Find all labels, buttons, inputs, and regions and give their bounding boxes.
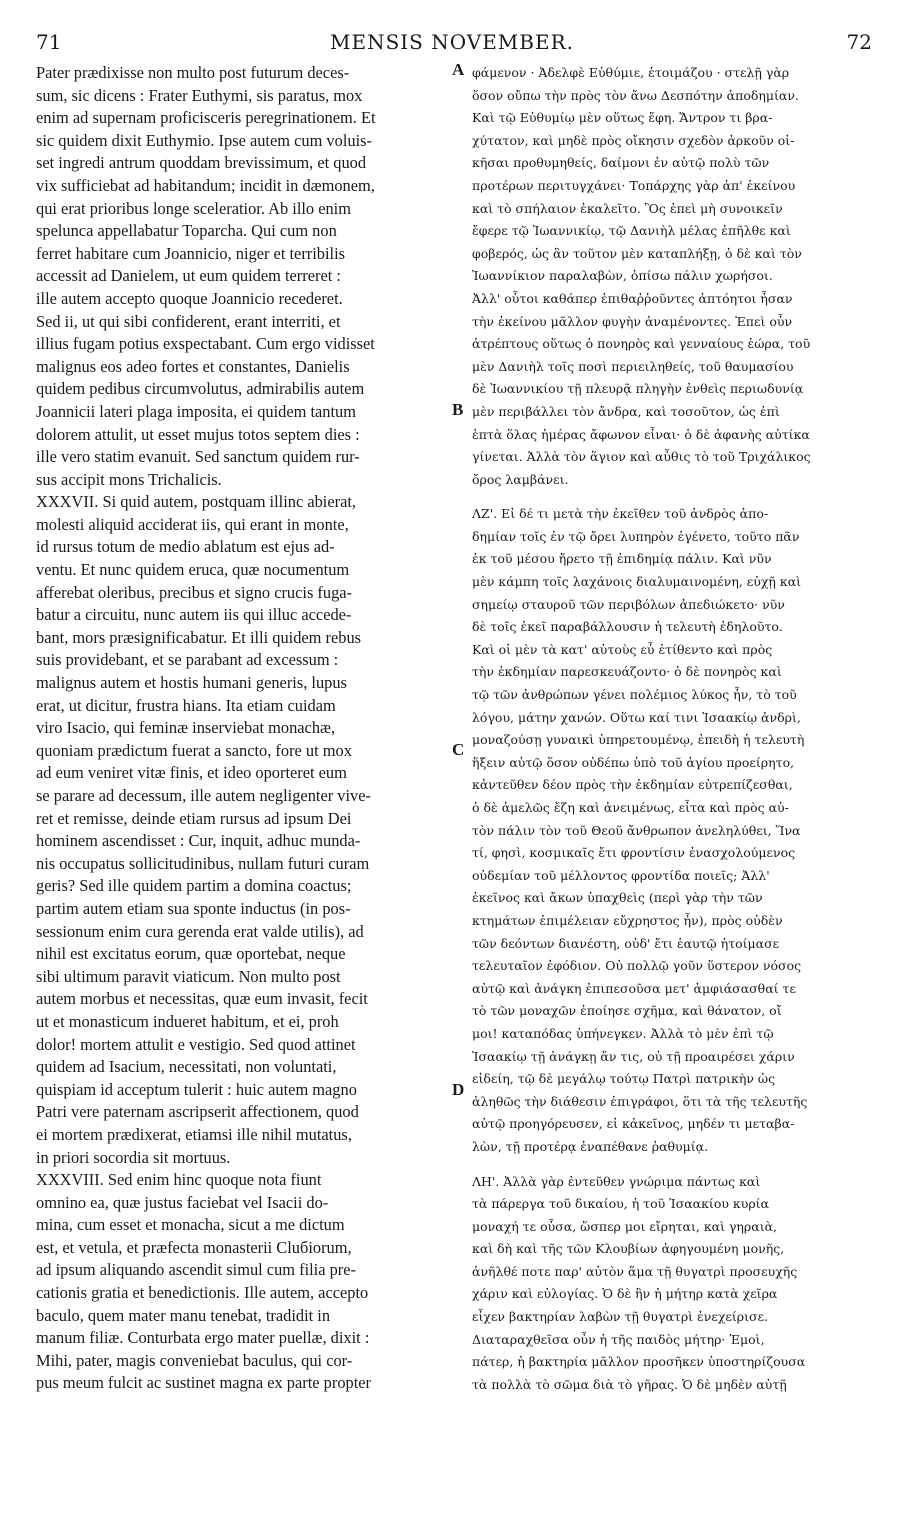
text-line: qui erat prioribus longe sceleratior. Ab illo enim: [36, 198, 351, 218]
latin-column: [36, 62, 449, 1395]
paragraph-gap: [472, 1159, 884, 1171]
text-line: sessionum enim cura gerenda erat valde utilis), ad: [36, 921, 364, 941]
text-line: ἀτρέπτους οὕτως ὁ πονηρὸς καὶ γενναίους ἑώρα, τοῦ: [472, 336, 811, 352]
text-line: ille vero statim evanuit. Sed sanctum quidem rur-: [36, 447, 360, 467]
text-line: μὲν περιβάλλει τὸν ἄνδρα, καὶ τοσοῦτον, ὡς ἐπὶ: [472, 403, 780, 419]
text-line: εἶχεν βακτηρίαν λαβὼν τῇ θυγατρὶ ἐνεχείρισε.: [472, 1309, 769, 1325]
text-line: ΛΗ'. Ἀλλὰ γὰρ ἐντεῦθεν γνώριμα πάντως καὶ: [472, 1173, 761, 1189]
text-line: μὲν Δανιὴλ τοῖς ποσὶ περιειληθείς, τοῦ θαυμασίου: [472, 358, 794, 374]
text-line: ἥξειν αὐτῷ ὅσον οὐδέπω ὑπὸ τοῦ ἁγίου προείρητο,: [472, 754, 795, 770]
text-line: ὁ δὲ ἀμελῶς ἔζη καὶ ἀνειμένως, εἶτα καὶ πρὸς αὐ-: [472, 800, 789, 815]
text-line: se parare ad decessum, ille autem negligenter vive-: [36, 786, 371, 805]
text-line: manum filiæ. Conturbata ergo mater puellæ, dixit :: [36, 1328, 370, 1348]
text-line: εἰδείη, τῷ δὲ μεγάλῳ τούτῳ Πατρὶ πατρικὴν ὡς: [472, 1071, 776, 1087]
text-line: Patri vere paternam ascripserit affectionem, quod: [36, 1102, 359, 1122]
text-line: τελευταῖον ἐφόδιον. Οὐ πολλῷ γοῦν ὕστερον νόσος: [472, 958, 802, 974]
text-line: Sed ii, ut qui sibi confiderent, erant interriti, et: [36, 311, 341, 331]
text-line: dolor! mortem attulit e vestigio. Sed quod attinet: [36, 1034, 356, 1054]
text-line: vix sufficiebat ad habitandum; incidit in dæmonem,: [36, 175, 375, 195]
text-line: mina, cum esset et monacha, sicut a me dictum: [36, 1215, 345, 1235]
text-line: αὐτῷ προηγόρευσεν, εἰ κἀκεῖνος, μηδέν τι μεταβα-: [472, 1116, 795, 1132]
text-line: τῶν δεόντων διανέστη, οὐδ' ἔτι ἑαυτῷ ἡτοίμασε: [472, 935, 780, 951]
left-page-number: 71: [36, 30, 62, 54]
text-line: οὐδεμίαν τοῦ μέλλοντος φροντίδα ποιεῖς; Ἀλλ': [472, 867, 770, 883]
text-line: afferebat oleribus, precibus et signo crucis fuga-: [36, 582, 353, 602]
text-line: ἐκεῖνος καὶ ἄκων ὑπαχθεὶς (περὶ γὰρ τὴν τῶν: [472, 890, 763, 906]
text-line: Καὶ τῷ Εὐθυμίῳ μὲν οὕτως ἔφη. Ἄντρον τι βρα-: [472, 110, 773, 126]
text-line: ille autem accepto quoque Joannicio recederet.: [36, 288, 343, 308]
text-line: XXXVII. Si quid autem, postquam illinc abierat,: [36, 492, 357, 512]
text-line: ἀληθῶς τὴν διάθεσιν ἐπιγράφοι, ὅτι τὰ τῆς τελευτῆς: [472, 1093, 808, 1109]
text-line: dolorem attulit, ut esset mujus totos septem dies :: [36, 424, 360, 444]
text-line: quidem ad Isacium, necessitati, non voluntati,: [36, 1057, 337, 1077]
text-line: sum, sic dicens : Frater Euthymi, sis paratus, mox: [36, 85, 363, 105]
text-line: μοναζούσῃ γυναικὶ ὑπηρετουμένῳ, ἐπειδὴ ἡ τελευτὴ: [472, 732, 805, 748]
text-line: χάριν καὶ εὐλογίας. Ὁ δὲ ἣν ἡ μήτηρ κατὰ χεῖρα: [472, 1286, 778, 1302]
text-line: ἑπτὰ ὅλας ἡμέρας ἄφωνον εἶναι· ὁ δὲ ἀφανὴς αὐτίκα: [472, 426, 810, 442]
text-line: αὐτῷ καὶ ἀνάγκη ἐπιπεσοῦσα μετ' ἀμφιάσασθαί τε: [472, 980, 796, 996]
text-line: δὲ τοῖς ἐκεῖ παραβάλλουσιν ἡ τελευτὴ ἐδηλοῦτο.: [472, 619, 783, 635]
text-line: erat, ut dicitur, frustra hians. Ita etiam cuidam: [36, 695, 336, 715]
text-line: hominem ascendisset : Cur, inquit, adhuc mundа-: [36, 831, 361, 851]
text-line: Joannicii lateri plaga imposita, ei quidem tantum: [36, 401, 356, 421]
text-line: προτέρων περιτυγχάνει· Τοπάρχης γὰρ ἀπ' ἐκείνου: [472, 177, 796, 193]
text-line: κἀντεῦθεν δέον πρὸς τὴν ἐκδημίαν εὐτρεπίζεσθαι,: [472, 777, 793, 793]
text-line: Ἀλλ' οὗτοι καθάπερ ἐπιθαῤῥοῦντες ἀπτόητοι ἦσαν: [472, 290, 793, 306]
text-line: viro Isacio, qui feminæ inserviebat monachæ,: [36, 718, 336, 738]
text-line: ἔφερε τῷ Ἰωαννικίῳ, τῷ Δανιὴλ μέλας ἐπῆλθε καὶ: [472, 223, 791, 239]
text-line: Ἰσαακίῳ τῇ ἀνάγκῃ ἄν τις, οὐ τῇ προαιρέσει χάριν: [472, 1048, 795, 1064]
running-title: MENSIS NOVEMBER.: [329, 30, 575, 54]
text-line: pus meum fulcit ac sustinet magna ex parte propter: [36, 1373, 371, 1393]
text-line: μοναχή τε οὖσα, ὥσπερ μοι εἴρηται, καὶ γηραιὰ,: [472, 1218, 778, 1234]
text-line: set ingredi antrum quoddam brevissimum, et quod: [36, 153, 367, 173]
margin-marker-b: B: [452, 400, 464, 419]
text-line: enim ad supernam proficisceris peregrinationem. Et: [36, 108, 376, 128]
text-line: τῷ τῶν ἀνθρώπων γένει πολέμιος λύκος ἦν, τὸ τοῦ: [472, 687, 797, 703]
text-line: batur a circuitu, nunc autem iis qui illuc accede-: [36, 605, 352, 625]
text-line: κτημάτων ἐπιμέλειαν εὔχρηστος ἦν), πρὸς οὐδὲν: [472, 912, 783, 928]
text-line: μὲν κάμπη τοῖς λαχάνοις διαλυμαινομένη, εὐχῇ καὶ: [472, 574, 802, 590]
text-line: καὶ τὸ σπήλαιον ἐκαλεῖτο. Ὃς ἐπεὶ μὴ συνοικεῖν: [472, 200, 783, 216]
text-line: δὲ Ἰωαννικίου τῇ πλευρᾷ πληγὴν ἐνθεὶς περιωδυνίᾳ: [472, 381, 804, 397]
text-line: ἐκ τοῦ μέσου ἤρετο τῇ ἐπιδημίᾳ πάλιν. Καὶ νῦν: [472, 551, 772, 567]
text-line: in priori socordia sit mortuus.: [36, 1147, 231, 1167]
text-line: baculo, quem mater manu tenebat, tradidit in: [36, 1305, 331, 1325]
text-line: autem morbus et necessitas, quæ eum invasit, fecit: [36, 989, 368, 1009]
text-line: λὼν, τῇ προτέρᾳ ἐναπέθανε ῥαθυμίᾳ.: [472, 1138, 709, 1154]
right-page-number: 72: [846, 30, 872, 54]
text-line: sic quidem dixit Euthymio. Ipse autem cum voluis-: [36, 130, 372, 150]
text-line: ferret habitare cum Joannicio, niger et terribilis: [36, 243, 346, 263]
text-line: τὰ πάρεργα τοῦ δικαίου, ἡ τοῦ Ἰσαακίου κυρία: [472, 1196, 770, 1212]
text-line: accessit ad Danielem, ut eum quidem terreret :: [36, 266, 341, 286]
text-line: τί, φησὶ, κοσμικαῖς ἔτι φροντίσιν ἐνασχολούμενος: [472, 845, 796, 861]
margin-marker-a: A: [452, 60, 465, 79]
text-line: τὴν ἐκδημίαν παρεσκευάζοντο· ὁ δὲ πονηρὸς καὶ: [472, 664, 782, 680]
text-line: φοβερός, ὡς ἂν τοῦτον μὲν καταπλήξῃ, ὁ δὲ καὶ τὸν: [472, 245, 802, 261]
text-line: geris? Sed ille quidem partim a domina coactus;: [36, 876, 352, 896]
text-line: ad ipsum aliquando ascendit simul cum filia pre-: [36, 1260, 356, 1280]
margin-marker-c: C: [452, 740, 465, 759]
text-line: ὄρος λαμβάνει.: [472, 471, 569, 487]
text-line: malignus eos adeo fortes et constantes, Danielis: [36, 356, 350, 376]
text-line: Διαταραχθεῖσα οὖν ἡ τῆς παιδὸς μήτηρ· Ἐμοὶ,: [472, 1331, 765, 1347]
text-line: quoniam prædictum fuerat a sancto, fore ut mox: [36, 740, 352, 760]
text-line: quidem pedibus circumvolutus, admirabilis autem: [36, 379, 365, 399]
text-line: ut et monasticum indueret habitum, et ei, proh: [36, 1011, 339, 1031]
text-line: Pater prædixisse non multo post futurum deces-: [36, 63, 350, 82]
text-line: ad eum veniret vitæ finis, et ideo oporteret eum: [36, 763, 347, 783]
text-line: id rursus totum de medio ablatum est ejus ad-: [36, 537, 335, 557]
text-line: quispiam id acceptum tulerit : huic autem magno: [36, 1079, 357, 1099]
text-line: δημίαν τοῖς ἐν τῷ ὄρει λυπηρὸν ἐγένετο, τοῦτο πᾶν: [472, 528, 800, 544]
text-line: γίνεται. Ἀλλὰ τὸν ἅγιον καὶ αὖθις τὸ τοῦ Τριχάλικος: [472, 449, 811, 465]
text-line: κῆσαι προθυμηθείς, δαίμονι ἐν αὐτῷ πολὺ τῶν: [472, 155, 770, 171]
text-line: bant, mors præsignificabatur. Et illi quidem rebus: [36, 627, 362, 647]
text-line: molesti aliquid acciderat iis, qui erant in monte,: [36, 514, 349, 534]
text-line: τὴν ἐκείνου μᾶλλον φυγὴν ἀναμένοντες. Ἐπεὶ οὖν: [472, 313, 793, 329]
text-line: Καὶ οἱ μὲν τὰ κατ' αὐτοὺς εὖ ἐτίθεντο καὶ πρὸς: [472, 641, 773, 657]
text-line: σημείῳ σταυροῦ τῶν περιβόλων ἀπεδιώκετο· νῦν: [472, 596, 785, 612]
text-line: χύτατον, καὶ μηδὲ πρὸς οἴκησιν σχεδὸν ἀρκοῦν οἰ-: [472, 132, 795, 148]
text-line: malignus autem et hostis humani generis, lupus: [36, 673, 347, 693]
text-line: illius fugam potius exspectabant. Cum ergo vidisset: [36, 334, 375, 354]
text-line: nihil est excitatus eorum, quæ oportebat, neque: [36, 944, 346, 964]
text-line: est, et vetula, et præfecta monasterii Cluбiorum,: [36, 1237, 352, 1257]
text-line: suis providebant, et se parabant ad excessum :: [36, 650, 339, 670]
text-line: Ἰωαννίκιον παραλαβὼν, ὀπίσω πάλιν χωρήσοι.: [472, 268, 773, 284]
text-line: ventu. Et nunc quidem eruca, quæ nocumentum: [36, 560, 350, 580]
text-line: partim autem etiam sua sponte inductus (in pos-: [36, 898, 351, 918]
greek-column: [472, 62, 884, 1396]
text-line: μοι! καταπόδας ὑπήνεγκεν. Ἀλλὰ τὸ μὲν ἐπὶ τῷ: [472, 1025, 774, 1041]
text-line: τὸ τῶν μοναχῶν ἐποίησε σχῆμα, καὶ θάνατον, οἴ: [472, 1003, 782, 1019]
text-line: XXXVIII. Sed enim hinc quoque nota fiunt: [36, 1170, 322, 1190]
text-line: ei mortem prædixerat, etiamsi ille nihil mutatus,: [36, 1124, 352, 1144]
text-line: ἀνῆλθέ ποτε παρ' αὐτὸν ἅμα τῇ θυγατρὶ προσευχῆς: [472, 1263, 798, 1279]
text-line: nis occupatus sollicitudinibus, nullam futuri curam: [36, 853, 370, 873]
text-line: τὰ πολλὰ τὸ σῶμα διὰ τὸ γῆρας. Ὁ δὲ μηδὲν αὐτῇ: [472, 1376, 787, 1392]
text-line: ΛΖ'. Εἰ δέ τι μετὰ τὴν ἐκεῖθεν τοῦ ἀνδρὸς ἀπο-: [472, 506, 769, 522]
text-line: sibi ultimum paravit viaticum. Non multo post: [36, 966, 341, 986]
margin-marker-d: D: [452, 1080, 465, 1099]
text-line: ret et remisse, deinde etiam rursus ad ipsum Dei: [36, 808, 352, 828]
text-line: λόγου, μάτην χανών. Οὕτω καί τινι Ἰσαακίῳ ἀνδρὶ,: [472, 709, 801, 725]
text-line: spelunca appellabatur Toparcha. Qui cum non: [36, 221, 337, 241]
page-header: [32, 30, 872, 56]
text-line: Mihi, pater, magis conveniebat baculus, qui cor-: [36, 1350, 353, 1370]
text-line: πάτερ, ἡ βακτηρία μᾶλλον προσῆκεν ὑποστηρίζουσα: [472, 1354, 806, 1370]
text-line: omnino ea, quæ justus faciebat vel Isacii do-: [36, 1192, 329, 1212]
text-line: cationis gratia et benedictionis. Ille autem, accepto: [36, 1283, 369, 1303]
text-line: sus accipit mons Trichalicis.: [36, 469, 222, 489]
text-line: ὅσον οὔπω τὴν πρὸς τὸν ἄνω Δεσπότην ἀποδημίαν.: [472, 87, 799, 103]
text-line: καὶ δὴ καὶ τῆς τῶν Κλουβίων ἀφηγουμένη μονῆς,: [472, 1241, 785, 1257]
text-line: φάμενον · Ἀδελφὲ Εὐθύμιε, ἑτοιμάζου · στελῇ γὰρ: [472, 65, 790, 80]
paragraph-gap: [472, 491, 884, 503]
text-line: τὸν πάλιν τὸν τοῦ Θεοῦ ἄνθρωπον ἀνεληλύθει, Ἵνα: [472, 822, 801, 838]
